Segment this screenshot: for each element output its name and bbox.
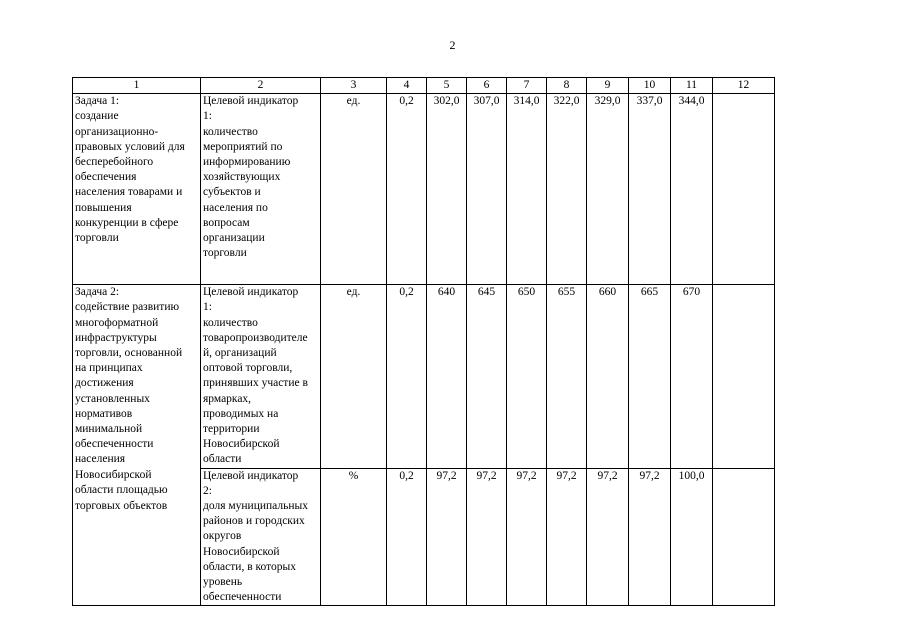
value-cell: 640: [427, 285, 467, 468]
column-number: 11: [671, 78, 713, 94]
unit-cell: ед.: [321, 94, 387, 285]
indicator-cell: Целевой индикатор 1: количество мероприятий по информированию хозяйствующих субъектов и населения по вопросам организации торговли: [201, 94, 321, 285]
unit-cell: %: [321, 468, 387, 606]
column-number: 10: [629, 78, 671, 94]
note-cell: [713, 94, 775, 285]
value-cell: 670: [671, 285, 713, 468]
value-cell: 650: [507, 285, 547, 468]
weight-cell: 0,2: [387, 468, 427, 606]
value-cell: 97,2: [427, 468, 467, 606]
value-cell: 100,0: [671, 468, 713, 606]
indicators-table: [72, 77, 775, 606]
indicator-cell: Целевой индикатор 1: количество товаропроизводителе й, организаций оптовой торговли, принявших участие в ярмарках, проводимых на территории Новосибирской области: [201, 285, 321, 468]
column-number: 5: [427, 78, 467, 94]
value-cell: 97,2: [467, 468, 507, 606]
table-row: [73, 94, 775, 285]
column-number: 12: [713, 78, 775, 94]
value-cell: 344,0: [671, 94, 713, 285]
value-cell: 307,0: [467, 94, 507, 285]
column-number: 6: [467, 78, 507, 94]
value-cell: 655: [547, 285, 587, 468]
column-number: 4: [387, 78, 427, 94]
value-cell: 302,0: [427, 94, 467, 285]
value-cell: 665: [629, 285, 671, 468]
table-row: [73, 468, 775, 606]
task-cell: Задача 1: создание организационно- правовых условий для бесперебойного обеспечения населения товарами и повышения конкуренции в сфере торговли: [73, 94, 201, 285]
value-cell: 97,2: [547, 468, 587, 606]
task-cell: Новосибирской области площадью торговых объектов: [73, 468, 201, 606]
table-row: [73, 285, 775, 468]
column-number: 7: [507, 78, 547, 94]
value-cell: 660: [587, 285, 629, 468]
value-cell: 337,0: [629, 94, 671, 285]
task-cell: Задача 2: содействие развитию многоформатной инфраструктуры торговли, основанной на принципах достижения установленных нормативов минимальной обеспеченности населения: [73, 285, 201, 468]
column-number: 2: [201, 78, 321, 94]
value-cell: 97,2: [629, 468, 671, 606]
column-number: 3: [321, 78, 387, 94]
table-header-row: [73, 78, 775, 94]
column-number: 9: [587, 78, 629, 94]
value-cell: 322,0: [547, 94, 587, 285]
weight-cell: 0,2: [387, 285, 427, 468]
value-cell: 329,0: [587, 94, 629, 285]
column-number: 8: [547, 78, 587, 94]
weight-cell: 0,2: [387, 94, 427, 285]
unit-cell: ед.: [321, 285, 387, 468]
note-cell: [713, 468, 775, 606]
page-number: 2: [449, 38, 456, 52]
value-cell: 645: [467, 285, 507, 468]
value-cell: 97,2: [587, 468, 629, 606]
indicator-cell: Целевой индикатор 2: доля муниципальных районов и городских округов Новосибирской области, в которых уровень обеспеченности: [201, 468, 321, 606]
value-cell: 314,0: [507, 94, 547, 285]
column-number: 1: [73, 78, 201, 94]
value-cell: 97,2: [507, 468, 547, 606]
note-cell: [713, 285, 775, 468]
